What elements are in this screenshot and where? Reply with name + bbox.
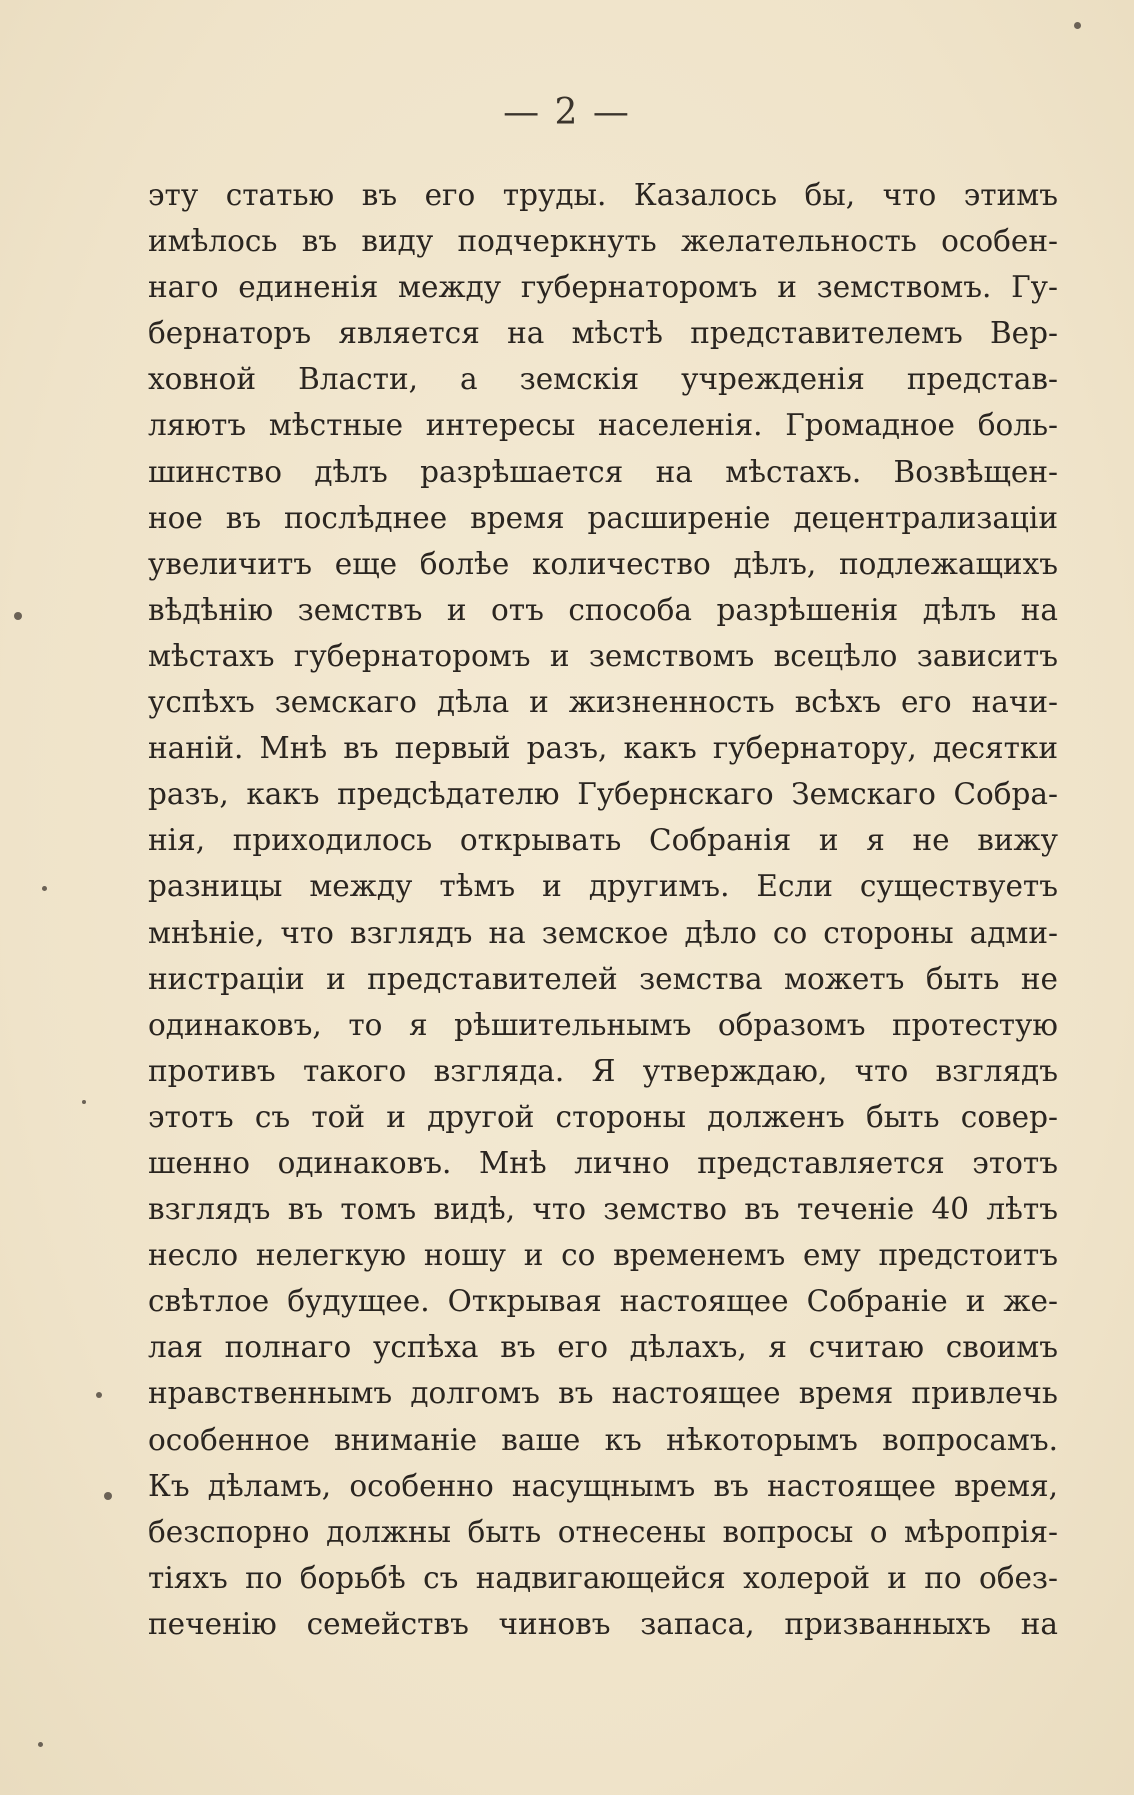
text-line: взглядъ въ томъ видѣ, что земство въ теченіе 40 лѣтъ [148,1192,1058,1227]
text-line: лая полнаго успѣха въ его дѣлахъ, я считаю своимъ [148,1330,1058,1365]
text-line: противъ такого взгляда. Я утверждаю, что взглядъ [148,1053,1058,1088]
paper-speck [42,886,47,891]
text-line: ляютъ мѣстные интересы населенія. Громадное боль- [148,408,1058,443]
text-line: ховной Власти, а земскія учрежденія представ- [148,362,1058,397]
text-line: разъ, какъ предсѣдателю Губернскаго Земскаго Собра- [148,777,1058,812]
text-line: шинство дѣлъ разрѣшается на мѣстахъ. Возвѣщен- [148,454,1058,489]
text-line: мнѣніе, что взглядъ на земское дѣло со стороны адми- [148,915,1058,950]
text-line: увеличитъ еще болѣе количество дѣлъ, подлежащихъ [148,546,1058,581]
text-line: имѣлось въ виду подчеркнуть желательность особен- [148,224,1058,259]
text-line: печенію семействъ чиновъ запаса, призванныхъ на [148,1606,1058,1641]
text-line: успѣхъ земскаго дѣла и жизненность всѣхъ его начи- [148,685,1058,720]
text-line: особенное вниманіе ваше къ нѣкоторымъ вопросамъ. [148,1422,1058,1457]
text-line: нравственнымъ долгомъ въ настоящее время привлечь [148,1376,1058,1411]
text-line: нія, приходилось открывать Собранія и я не вижу [148,823,1058,858]
text-line: тіяхъ по борьбѣ съ надвигающейся холерой и по обез- [148,1560,1058,1595]
paper-speck [38,1742,43,1747]
paper-speck [1074,22,1081,29]
body-text [148,172,1058,1647]
paper-speck [96,1392,102,1398]
text-line: свѣтлое будущее. Открывая настоящее Собраніе и же- [148,1284,1058,1319]
text-line: наго единенія между губернаторомъ и земствомъ. Гу- [148,270,1058,305]
paper-speck [104,1492,112,1500]
text-line: нистраціи и представителей земства можетъ быть не [148,961,1058,996]
text-line: наній. Мнѣ въ первый разъ, какъ губернатору, десятки [148,731,1058,766]
text-line: безспорно должны быть отнесены вопросы о мѣропрія- [148,1514,1058,1549]
text-line: бернаторъ является на мѣстѣ представителемъ Вер- [148,316,1058,351]
paper-speck [82,1100,86,1104]
text-line: разницы между тѣмъ и другимъ. Если существуетъ [148,869,1058,904]
text-line: мѣстахъ губернаторомъ и земствомъ всецѣло зависитъ [148,638,1058,673]
paper-speck [14,612,22,620]
text-line: шенно одинаковъ. Мнѣ лично представляется этотъ [148,1145,1058,1180]
text-line: одинаковъ, то я рѣшительнымъ образомъ протестую [148,1007,1058,1042]
text-line: несло нелегкую ношу и со временемъ ему предстоитъ [148,1238,1058,1273]
text-line: вѣдѣнію земствъ и отъ способа разрѣшенія дѣлъ на [148,592,1058,627]
page-number: — 2 — [503,92,631,133]
text-line: этотъ съ той и другой стороны долженъ быть совер- [148,1099,1058,1134]
text-line: Къ дѣламъ, особенно насущнымъ въ настоящее время, [148,1468,1058,1503]
text-line: ное въ послѣднее время расширеніе децентрализаціи [148,500,1058,535]
text-line: эту статью въ его труды. Казалось бы, что этимъ [148,178,1058,212]
